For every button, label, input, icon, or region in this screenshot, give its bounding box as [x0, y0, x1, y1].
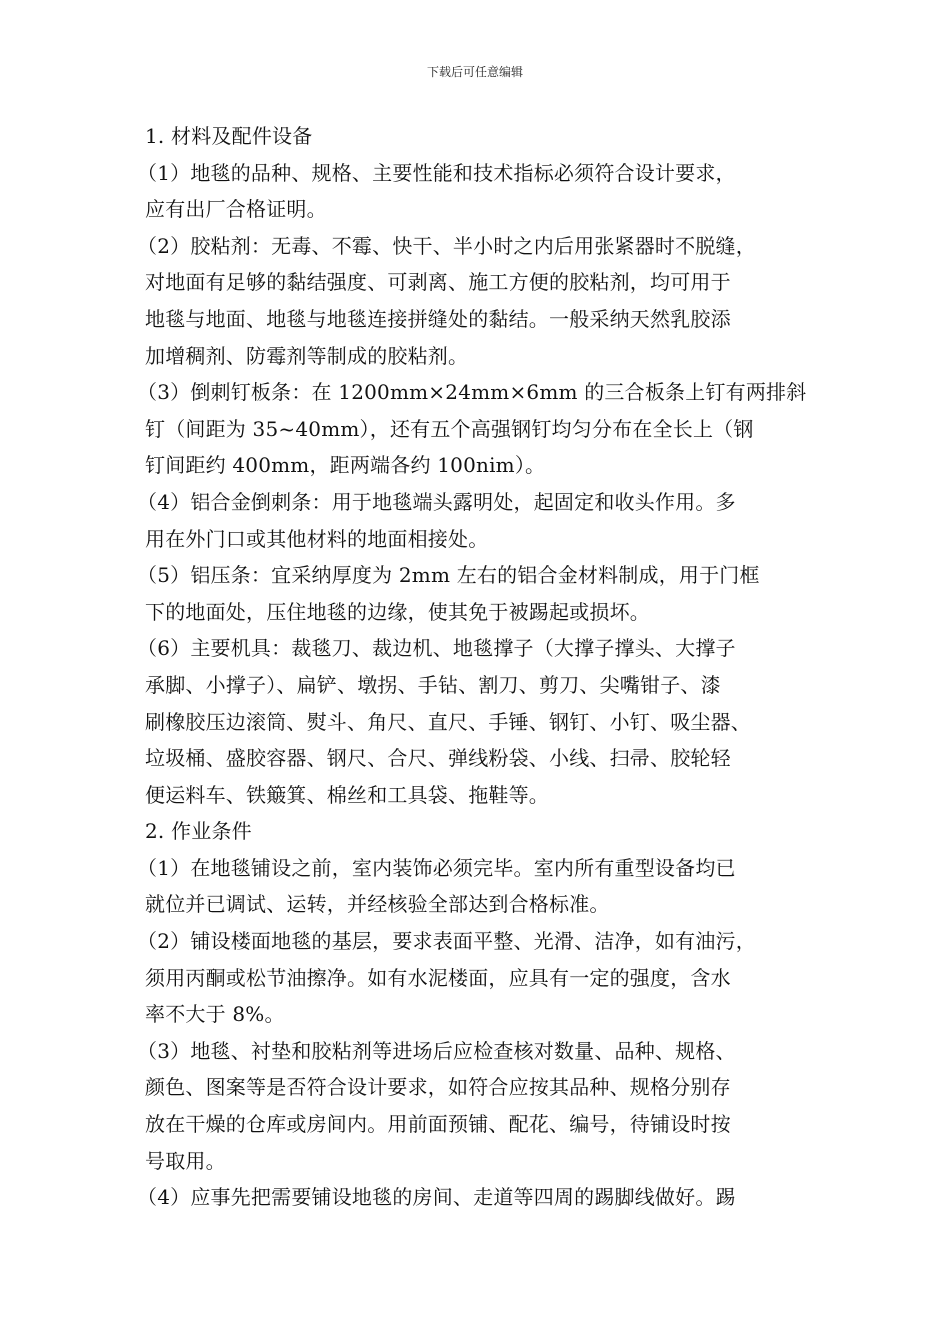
- text-line: 就位并已调试、运转，并经核验全部达到合格标准。: [145, 892, 610, 917]
- text-line: （5）铝压条：宜采纳厚度为 2mm 左右的铝合金材料制成，用于门框: [137, 563, 760, 588]
- text-line: 颜色、图案等是否符合设计要求，如符合应按其品种、规格分别存: [145, 1075, 731, 1100]
- text-line: （6）主要机具：裁毯刀、裁边机、地毯撑子（大撑子撑头、大撑子: [137, 636, 736, 661]
- text-line: （2）铺设楼面地毯的基层，要求表面平整、光滑、洁净，如有油污，: [137, 929, 756, 954]
- text-line: （3）地毯、衬垫和胶粘剂等进场后应检查核对数量、品种、规格、: [137, 1038, 736, 1063]
- text-line: 放在干燥的仓库或房间内。用前面预铺、配花、编号，待铺设时按: [145, 1112, 731, 1137]
- text-line: 钉间距约 400mm，距两端各约 100nim）。: [145, 453, 546, 478]
- text-line: 下的地面处，压住地毯的边缘，使其免于被踢起或损坏。: [145, 599, 650, 624]
- text-line: 1. 材料及配件设备: [145, 124, 313, 148]
- page-header: 下载后可任意编辑: [426, 65, 523, 79]
- text-line: 对地面有足够的黏结强度、可剥离、施工方便的胶粘剂，均可用于: [145, 270, 731, 295]
- text-line: （4）应事先把需要铺设地毯的房间、走道等四周的踢脚线做好。踢: [137, 1185, 736, 1210]
- text-line: 垃圾桶、盛胶容器、钢尺、合尺、弹线粉袋、小线、扫帚、胶轮轻: [145, 746, 731, 771]
- text-line: （4）铝合金倒刺条：用于地毯端头露明处，起固定和收头作用。多: [137, 489, 736, 514]
- text-line: 用在外门口或其他材料的地面相接处。: [145, 526, 489, 551]
- text-line: 号取用。: [145, 1148, 226, 1173]
- text-line: 须用丙酮或松节油擦净。如有水泥楼面，应具有一定的强度，含水: [145, 965, 731, 990]
- text-line: （2）胶粘剂：无毒、不霉、快干、半小时之内后用张紧器时不脱缝，: [137, 233, 756, 258]
- text-line: 2. 作业条件: [145, 819, 252, 844]
- text-line: 钉（间距为 35~40mm），还有五个高强钢钉均匀分布在全长上（钢: [145, 416, 754, 441]
- text-line: 承脚、小撑子）、扁铲、墩拐、手钻、割刀、剪刀、尖嘴钳子、漆: [145, 672, 721, 697]
- text-line: （3）倒刺钉板条：在 1200mm×24mm×6mm 的三合板条上钉有两排斜: [137, 380, 807, 405]
- text-line: 便运料车、铁簸箕、棉丝和工具袋、拖鞋等。: [145, 782, 549, 807]
- document-body: [137, 118, 815, 1216]
- text-line: （1）地毯的品种、规格、主要性能和技术指标必须符合设计要求，: [137, 160, 736, 185]
- text-line: 率不大于 8%。: [145, 1002, 285, 1027]
- text-line: 地毯与地面、地毯与地毯连接拼缝处的黏结。一般采纳天然乳胶添: [145, 306, 731, 331]
- text-line: 加增稠剂、防霉剂等制成的胶粘剂。: [145, 343, 469, 368]
- text-line: 应有出厂合格证明。: [145, 197, 327, 222]
- text-line: 刷橡胶压边滚筒、熨斗、角尺、直尺、手锤、钢钉、小钉、吸尘器、: [145, 709, 751, 734]
- text-line: （1）在地毯铺设之前，室内装饰必须完毕。室内所有重型设备均已: [137, 855, 736, 880]
